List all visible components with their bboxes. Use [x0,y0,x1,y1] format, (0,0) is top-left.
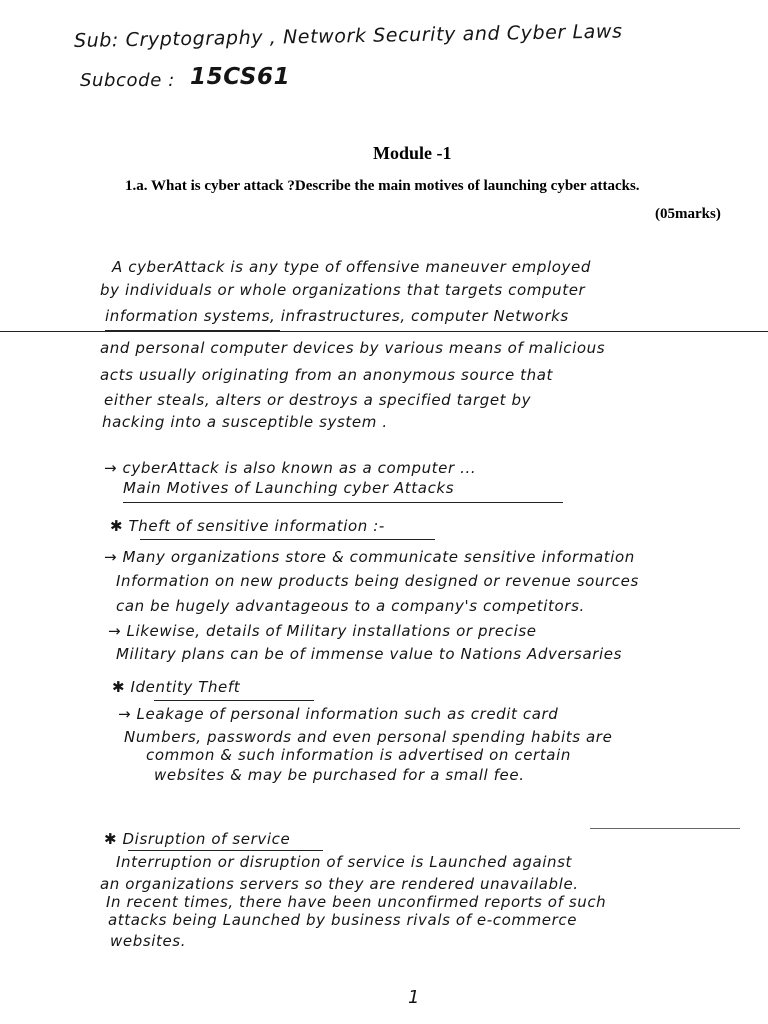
theft-line: → Likewise, details of Military installations or precise [108,622,537,640]
theft-line: can be hugely advantageous to a company's competitors. [116,597,585,615]
motives-heading: Main Motives of Launching cyber Attacks [123,479,455,497]
theft-line: → Many organizations store & communicate sensitive information [104,548,635,566]
identity-line: → Leakage of personal information such as credit card [118,705,559,723]
identity-heading: ✱ Identity Theft [112,678,241,696]
disruption-heading: ✱ Disruption of service [104,830,291,848]
scan-divider-line [0,331,768,332]
theft-line: Military plans can be of immense value to Nations Adversaries [116,645,623,663]
subject-line: Sub: Cryptography , Network Security and Cyber Laws [73,20,623,52]
identity-line: Numbers, passwords and even personal spending habits are [124,728,613,746]
subcode-label: Subcode : [80,70,175,91]
disruption-underline [128,850,323,851]
module-title: Module -1 [373,143,452,163]
theft-line: Information on new products being designed or revenue sources [116,572,639,590]
identity-underline [154,700,314,701]
identity-line: common & such information is advertised on certain [146,746,571,764]
definition-line: hacking into a susceptible system . [102,413,388,431]
disruption-line: In recent times, there have been unconfirmed reports of such [106,893,607,911]
page-number: 1 [408,987,421,1008]
theft-heading: ✱ Theft of sensitive information :- [110,517,385,535]
disruption-line: attacks being Launched by business rivals of e-commerce [108,911,578,929]
identity-line: websites & may be purchased for a small fee. [154,766,525,784]
disruption-line: Interruption or disruption of service is Launched against [116,853,573,871]
scan-dash-line [590,828,740,829]
disruption-line: an organizations servers so they are rendered unavailable. [100,875,579,893]
definition-line: by individuals or whole organizations that targets computer [100,281,586,299]
definition-line: and personal computer devices by various means of malicious [100,339,606,357]
motives-underline [123,502,563,503]
definition-line: either steals, alters or destroys a specified target by [104,391,532,409]
subcode-value: 15CS61 [190,64,291,90]
disruption-line: websites. [110,932,187,950]
definition-line: A cyberAttack is any type of offensive maneuver employed [112,258,591,276]
definition-line: acts usually originating from an anonymous source that [100,366,554,384]
aka-line: → cyberAttack is also known as a computer ... [104,459,477,477]
question-text: 1.a. What is cyber attack ?Describe the main motives of launching cyber attacks. [125,178,640,194]
marks-label: (05marks) [655,206,721,222]
theft-underline [140,539,435,540]
definition-line: information systems, infrastructures, computer Networks [105,307,569,325]
